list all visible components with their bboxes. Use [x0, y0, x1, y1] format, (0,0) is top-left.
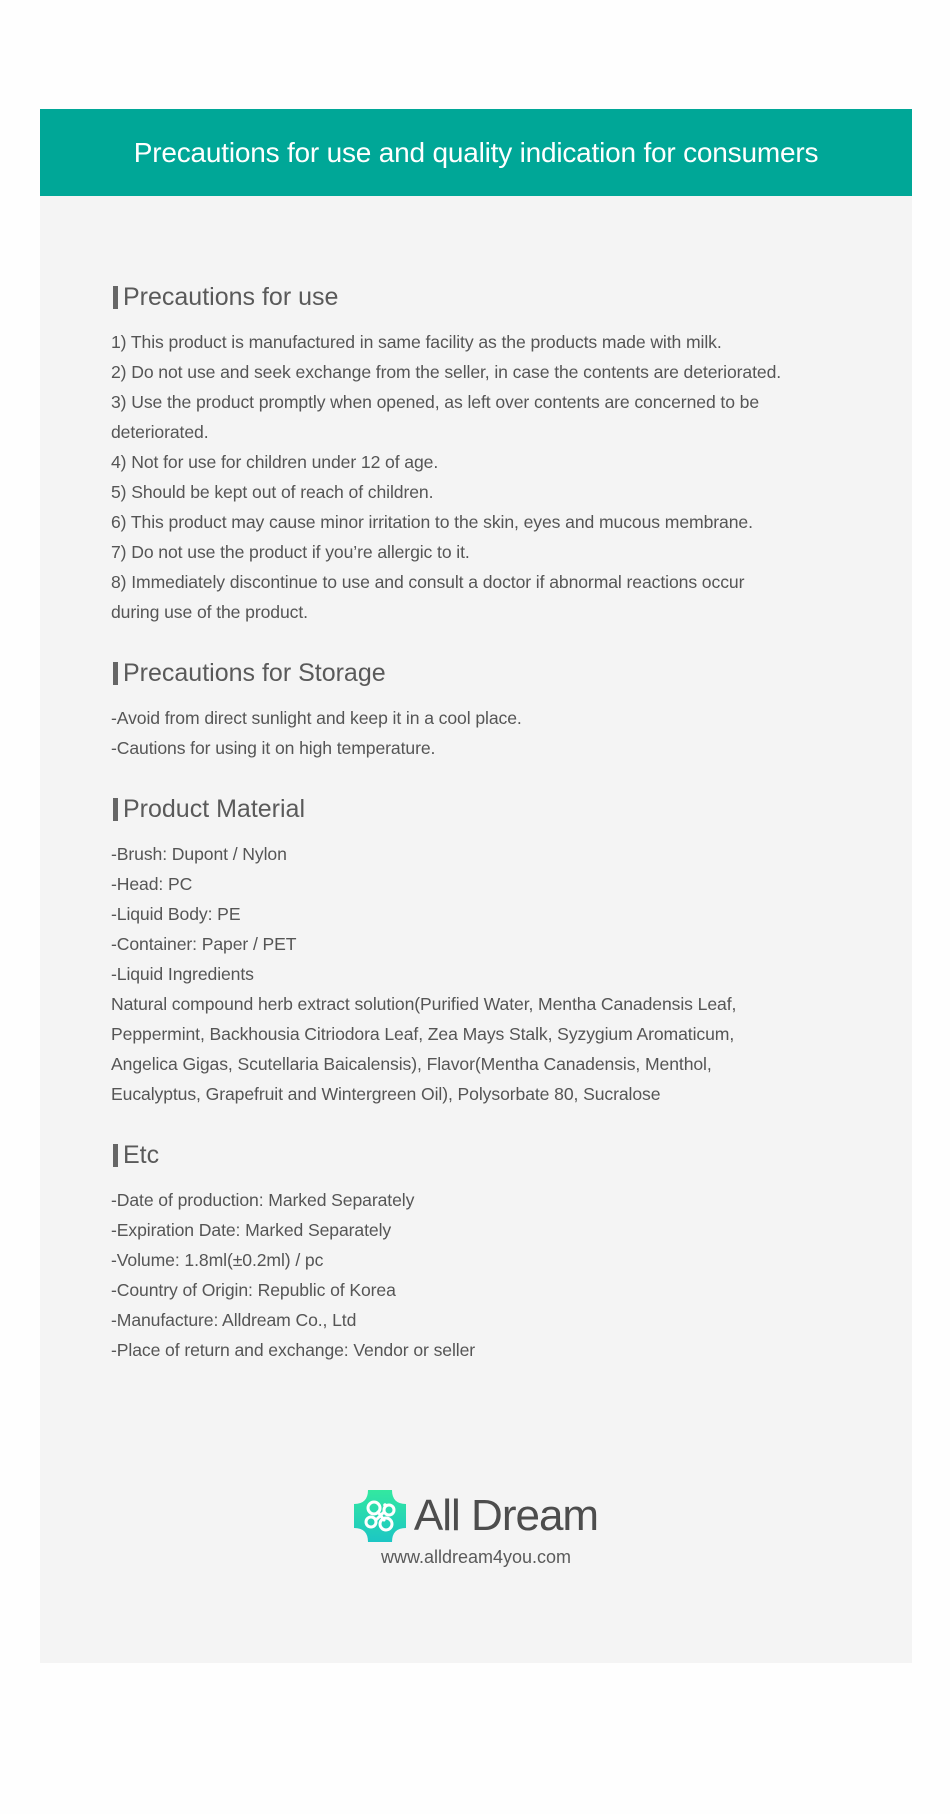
text-line: -Avoid from direct sunlight and keep it in a cool place.	[111, 708, 522, 728]
text-line: 1) This product is manufactured in same facility as the products made with milk.	[111, 332, 722, 352]
alldream-knot-logo-icon	[354, 1490, 406, 1542]
section-etc	[111, 1137, 851, 1365]
text-line: -Liquid Ingredients	[111, 964, 254, 984]
text-line: -Container: Paper / PET	[111, 934, 297, 954]
section-product-material	[111, 791, 851, 1109]
text-line: 6) This product may cause minor irritation to the skin, eyes and mucous membrane.	[111, 512, 753, 532]
text-line: -Liquid Body: PE	[111, 904, 241, 924]
text-line: 7) Do not use the product if you’re allergic to it.	[111, 542, 470, 562]
section-precautions-for-use	[111, 279, 851, 627]
info-panel	[40, 109, 912, 1663]
text-line: 5) Should be kept out of reach of children.	[111, 482, 434, 502]
text-line: -Volume: 1.8ml(±0.2ml) / pc	[111, 1250, 324, 1270]
section-title	[111, 1137, 851, 1173]
section-title-text: Product Material	[123, 794, 306, 823]
text-line: -Country of Origin: Republic of Korea	[111, 1280, 396, 1300]
text-line: 2) Do not use and seek exchange from the seller, in case the contents are deteriorated.	[111, 362, 782, 382]
footer-logo	[40, 1489, 912, 1568]
text-line: -Date of production: Marked Separately	[111, 1190, 415, 1210]
text-line: 3) Use the product promptly when opened, as left over contents are concerned to be	[111, 392, 760, 412]
text-line: during use of the product.	[111, 602, 308, 622]
section-bar-icon	[113, 798, 118, 821]
text-line: -Head: PC	[111, 874, 193, 894]
website-url: www.alldream4you.com	[380, 1547, 572, 1567]
page-title: Precautions for use and quality indication for consumers	[133, 136, 819, 168]
text-line: Angelica Gigas, Scutellaria Baicalensis), Flavor(Mentha Canadensis, Menthol,	[111, 1054, 712, 1074]
text-line: -Manufacture: Alldream Co., Ltd	[111, 1310, 357, 1330]
content	[111, 279, 851, 1393]
section-title	[111, 791, 851, 827]
text-line: -Place of return and exchange: Vendor or seller	[111, 1340, 476, 1360]
text-line: 8) Immediately discontinue to use and consult a doctor if abnormal reactions occur	[111, 572, 745, 592]
header-banner	[40, 109, 912, 196]
section-title-text: Precautions for use	[123, 282, 339, 311]
text-line: 4) Not for use for children under 12 of age.	[111, 452, 439, 472]
text-line: Eucalyptus, Grapefruit and Wintergreen Oil), Polysorbate 80, Sucralose	[111, 1084, 661, 1104]
section-bar-icon	[113, 286, 118, 309]
text-line: Peppermint, Backhousia Citriodora Leaf, Zea Mays Stalk, Syzygium Aromaticum,	[111, 1024, 735, 1044]
section-title	[111, 279, 851, 315]
section-title	[111, 655, 851, 691]
text-line: -Expiration Date: Marked Separately	[111, 1220, 392, 1240]
brand-name: All Dream	[413, 1491, 599, 1540]
text-line: Natural compound herb extract solution(Purified Water, Mentha Canadensis Leaf,	[111, 994, 737, 1014]
section-bar-icon	[113, 1144, 118, 1167]
section-title-text: Etc	[123, 1140, 160, 1169]
text-line: -Cautions for using it on high temperature.	[111, 738, 436, 758]
text-line: deteriorated.	[111, 422, 209, 442]
brand-logo	[354, 1489, 598, 1543]
section-bar-icon	[113, 662, 118, 685]
section-title-text: Precautions for Storage	[123, 658, 386, 687]
text-line: -Brush: Dupont / Nylon	[111, 844, 287, 864]
section-precautions-for-storage	[111, 655, 851, 763]
